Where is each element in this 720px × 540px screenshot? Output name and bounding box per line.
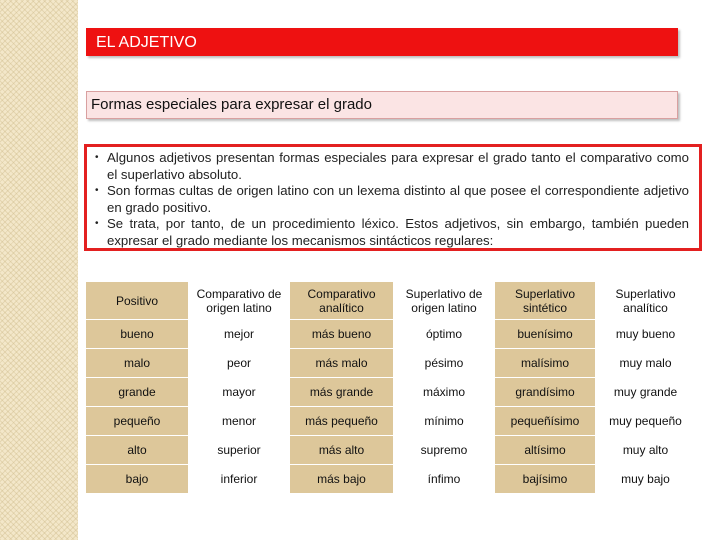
cell-superlativo-sintetico: bajísimo (495, 465, 595, 493)
header-superlativo-analitico: Superlativo analítico (595, 282, 696, 319)
slide-title: EL ADJETIVO (86, 28, 678, 56)
cell-comparativo-latino: mejor (188, 320, 290, 348)
table-header-row (86, 282, 696, 319)
cell-comparativo-latino: menor (188, 407, 290, 435)
cell-comparativo-latino: peor (188, 349, 290, 377)
cell-superlativo-latino: ínfimo (393, 465, 495, 493)
cell-superlativo-analitico: muy bajo (595, 465, 696, 493)
bullet-dot-icon: • (95, 185, 99, 197)
cell-superlativo-latino: supremo (393, 436, 495, 464)
cell-superlativo-sintetico: grandísimo (495, 378, 595, 406)
table-row (86, 349, 696, 377)
cell-superlativo-latino: mínimo (393, 407, 495, 435)
header-comparativo-latino: Comparativo de origen latino (188, 282, 290, 319)
cell-comparativo-latino: inferior (188, 465, 290, 493)
table-row (86, 320, 696, 348)
cell-superlativo-latino: óptimo (393, 320, 495, 348)
bullet-dot-icon: • (95, 152, 99, 163)
slide-subtitle: Formas especiales para expresar el grado (86, 91, 678, 119)
bullet-item (95, 216, 689, 249)
cell-positivo: bajo (86, 465, 188, 493)
cell-comparativo-latino: mayor (188, 378, 290, 406)
cell-positivo: grande (86, 378, 188, 406)
cell-positivo: bueno (86, 320, 188, 348)
cell-superlativo-sintetico: buenísimo (495, 320, 595, 348)
cell-comparativo-analitico: más alto (290, 436, 393, 464)
cell-comparativo-analitico: más bueno (290, 320, 393, 348)
bullet-text: Son formas cultas de origen latino con un lexema distinto al que posee el correspondiente adjetivo en grado positivo. (107, 183, 689, 215)
bullet-dot-icon: • (95, 218, 99, 230)
decorative-side-strip (0, 0, 78, 540)
cell-comparativo-analitico: más bajo (290, 465, 393, 493)
cell-superlativo-sintetico: pequeñísimo (495, 407, 595, 435)
table-row (86, 465, 696, 493)
cell-positivo: malo (86, 349, 188, 377)
cell-comparativo-latino: superior (188, 436, 290, 464)
cell-comparativo-analitico: más pequeño (290, 407, 393, 435)
cell-superlativo-latino: pésimo (393, 349, 495, 377)
cell-positivo: pequeño (86, 407, 188, 435)
cell-superlativo-analitico: muy malo (595, 349, 696, 377)
cell-comparativo-analitico: más malo (290, 349, 393, 377)
bullet-item (95, 183, 689, 216)
header-comparativo-analitico: Comparativo analítico (290, 282, 393, 319)
cell-superlativo-latino: máximo (393, 378, 495, 406)
header-superlativo-latino: Superlativo de origen latino (393, 282, 495, 319)
cell-superlativo-sintetico: altísimo (495, 436, 595, 464)
header-superlativo-sintetico: Superlativo sintético (495, 282, 595, 319)
bullet-item (95, 150, 689, 183)
header-positivo: Positivo (86, 282, 188, 319)
table-row (86, 436, 696, 464)
bullet-box (84, 144, 702, 251)
cell-superlativo-sintetico: malísimo (495, 349, 595, 377)
cell-comparativo-analitico: más grande (290, 378, 393, 406)
table-row (86, 407, 696, 435)
table-row (86, 378, 696, 406)
cell-superlativo-analitico: muy bueno (595, 320, 696, 348)
cell-superlativo-analitico: muy alto (595, 436, 696, 464)
adjective-grades-table (86, 281, 696, 494)
cell-positivo: alto (86, 436, 188, 464)
bullet-text: Se trata, por tanto, de un procedimiento léxico. Estos adjetivos, sin embargo, también pueden expresar el grado mediante los mecanismos sintácticos regulares: (107, 216, 689, 248)
bullet-text: Algunos adjetivos presentan formas especiales para expresar el grado tanto el comparativo como el superlativo absoluto. (107, 150, 689, 182)
cell-superlativo-analitico: muy pequeño (595, 407, 696, 435)
cell-superlativo-analitico: muy grande (595, 378, 696, 406)
